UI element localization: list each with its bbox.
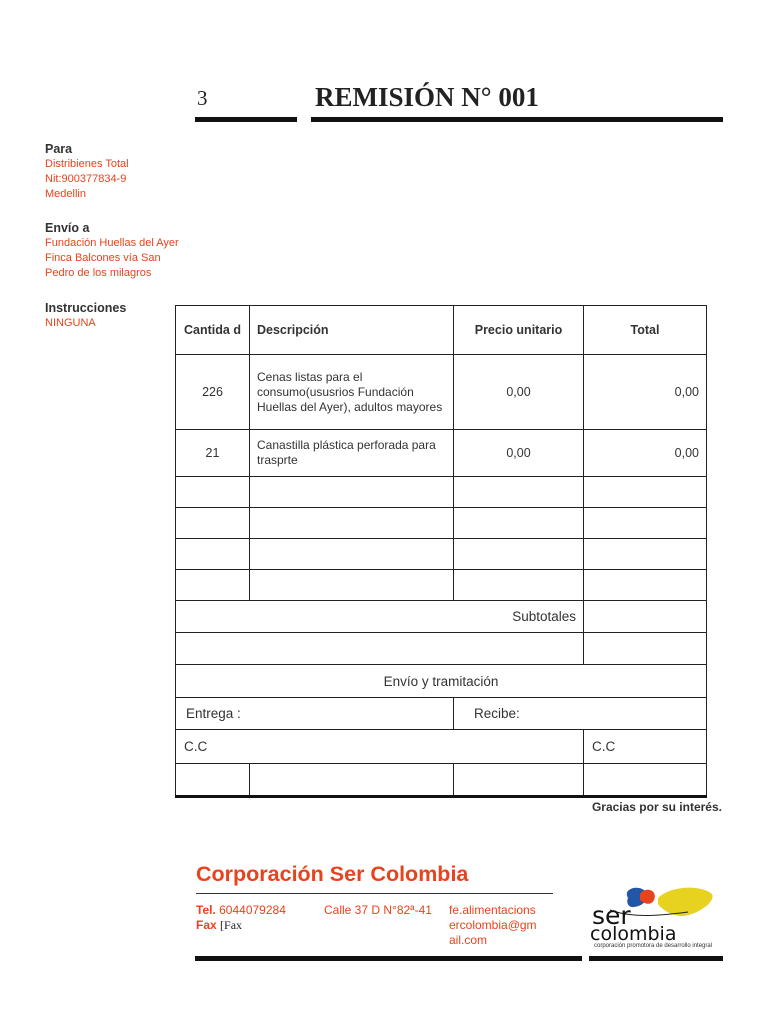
fax-value: [Fax [220, 918, 243, 932]
tel-label: Tel. [196, 903, 216, 917]
cell-cantidad: 21 [176, 430, 250, 477]
address: Calle 37 D N°82ª-41 [324, 903, 432, 917]
para-label: Para [45, 142, 73, 156]
logo-word-colombia: colombia [590, 923, 677, 945]
header-cantidad: Cantida d [176, 306, 250, 355]
table-row-empty [176, 570, 707, 601]
thanks-text: Gracias por su interés. [591, 800, 722, 814]
cc-row [176, 730, 707, 764]
header-descripcion: Descripción [250, 306, 454, 355]
logo-tagline: corporación promotora de desarrollo integral [594, 943, 713, 949]
cell-total: 0,00 [584, 430, 707, 477]
document-title: REMISIÓN N° 001 [315, 82, 539, 112]
cc-left: C.C [176, 730, 584, 764]
fax-label: Fax [196, 918, 217, 932]
cell-descripcion: Canastilla plástica perforada para trasprte [250, 430, 454, 477]
header-total: Total [584, 306, 707, 355]
cell-total: 0,00 [584, 355, 707, 430]
header-rule-left [195, 117, 297, 122]
cell-cantidad: 226 [176, 355, 250, 430]
table-row [176, 430, 707, 477]
table-row-empty [176, 477, 707, 508]
contact-block [196, 903, 286, 933]
table-row [176, 355, 707, 430]
envio-block [45, 236, 179, 281]
corporation-name: Corporación Ser Colombia [196, 862, 469, 886]
corp-rule [196, 893, 553, 894]
entrega-label: Entrega : [176, 698, 454, 730]
header-precio: Precio unitario [454, 306, 584, 355]
header-rule-right [311, 117, 723, 122]
footer-rule-right [589, 956, 723, 961]
tel-line [196, 903, 286, 918]
fax-line [196, 918, 286, 933]
subtotales-row [176, 601, 707, 633]
table-header-row [176, 306, 707, 355]
cell-descripcion: Cenas listas para el consumo(ususrios Fundación Huellas del Ayer), adultos mayores [250, 355, 454, 430]
ser-colombia-logo [588, 880, 722, 956]
cell-precio: 0,00 [454, 355, 584, 430]
envio-label: Envío a [45, 221, 90, 235]
email: fe.alimentacions ercolombia@gm ail.com [449, 903, 537, 947]
items-table [175, 305, 707, 798]
envio-tramitacion-label: Envío y tramitación [176, 665, 707, 698]
instrucciones-label: Instrucciones [45, 301, 127, 315]
subtotales-value [584, 601, 707, 633]
para-block [45, 157, 129, 202]
subtotales-label: Subtotales [176, 601, 584, 633]
footer-rule-left [195, 956, 582, 961]
para-line: Nit:900377834-9 [45, 173, 127, 185]
tel-value: 6044079284 [219, 903, 286, 917]
para-line: Distribienes Total [45, 158, 129, 170]
cell-precio: 0,00 [454, 430, 584, 477]
table-row-empty [176, 764, 707, 797]
table-row-empty [176, 633, 707, 665]
page-number: 3 [197, 86, 208, 110]
para-line: Medellin [45, 188, 86, 200]
table-row-empty [176, 539, 707, 570]
envio-line: Finca Balcones vía San [45, 252, 161, 264]
envio-row [176, 665, 707, 698]
table-row-empty [176, 508, 707, 539]
logo-word-ser: ser [592, 901, 631, 930]
envio-line: Fundación Huellas del Ayer [45, 237, 179, 249]
entrega-row [176, 698, 707, 730]
cc-right: C.C [584, 730, 707, 764]
instrucciones-value: NINGUNA [45, 317, 96, 329]
recibe-label: Recibe: [454, 698, 707, 730]
envio-line: Pedro de los milagros [45, 267, 152, 279]
